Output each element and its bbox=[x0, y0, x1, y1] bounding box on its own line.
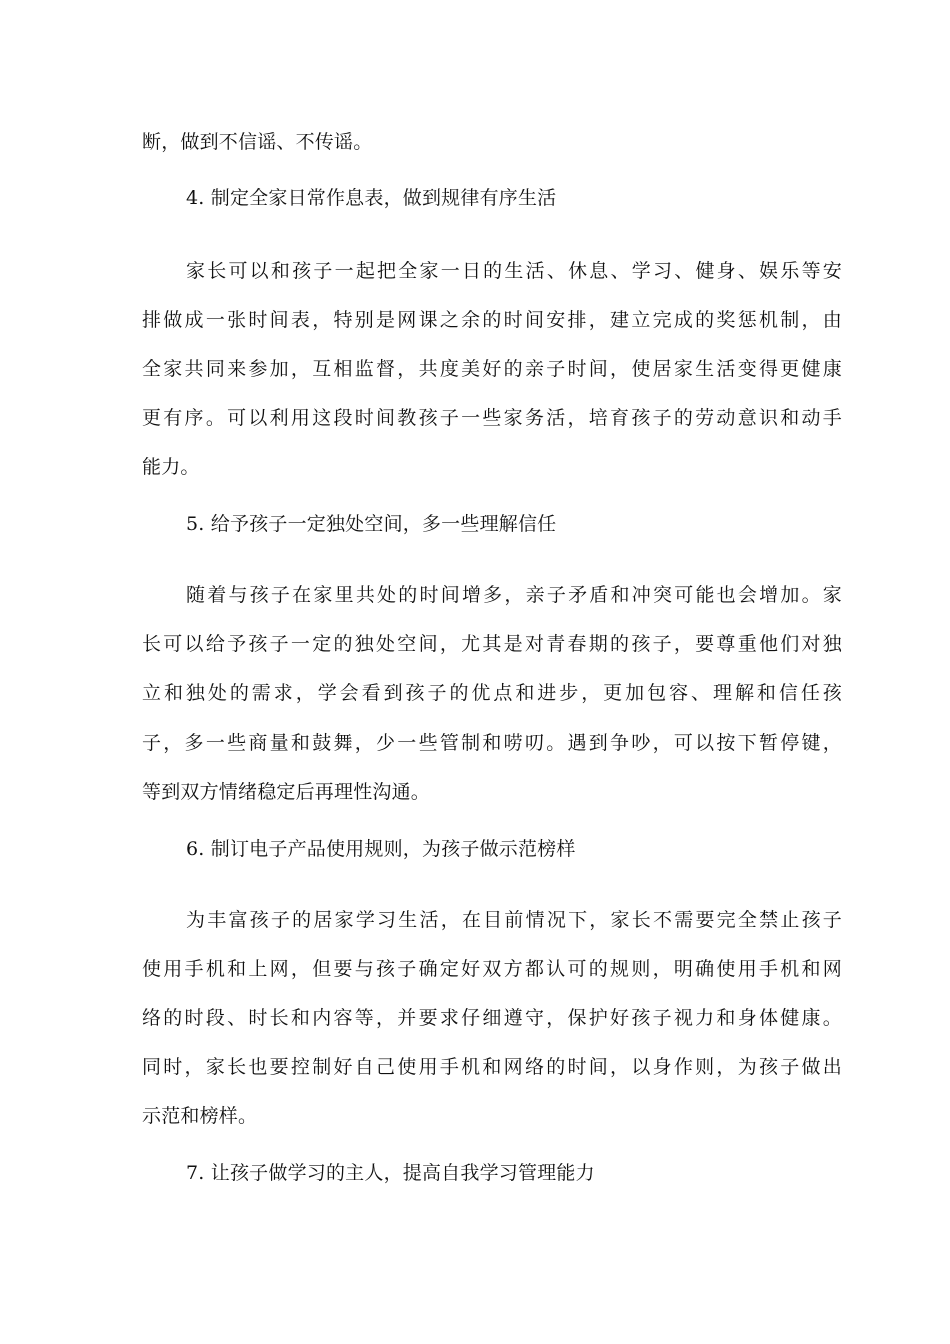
paragraph-line: 全家共同来参加，互相监督，共度美好的亲子时间，使居家生活变得更健康 bbox=[142, 358, 842, 380]
paragraph-line: 断，做到不信谣、不传谣。 bbox=[142, 131, 373, 153]
paragraph-line: 排做成一张时间表，特别是网课之余的时间安排，建立完成的奖惩机制，由 bbox=[142, 309, 842, 331]
section-heading-5: 5. 给予孩子一定独处空间，多一些理解信任 bbox=[186, 513, 557, 535]
paragraph-line: 使用手机和上网，但要与孩子确定好双方都认可的规则，明确使用手机和网 bbox=[142, 958, 842, 980]
paragraph-line: 家长可以和孩子一起把全家一日的生活、休息、学习、健身、娱乐等安 bbox=[186, 260, 842, 282]
paragraph-line: 为丰富孩子的居家学习生活，在目前情况下，家长不需要完全禁止孩子 bbox=[186, 909, 842, 931]
section-heading-4: 4. 制定全家日常作息表，做到规律有序生活 bbox=[186, 187, 557, 209]
paragraph-line: 络的时段、时长和内容等，并要求仔细遵守，保护好孩子视力和身体健康。 bbox=[142, 1007, 842, 1029]
section-heading-6: 6. 制订电子产品使用规则，为孩子做示范榜样 bbox=[186, 838, 576, 860]
paragraph-line: 立和独处的需求，学会看到孩子的优点和进步，更加包容、理解和信任孩 bbox=[142, 682, 842, 704]
paragraph-line: 更有序。可以利用这段时间教孩子一些家务活，培育孩子的劳动意识和动手 bbox=[142, 407, 842, 429]
paragraph-line: 等到双方情绪稳定后再理性沟通。 bbox=[142, 781, 431, 803]
paragraph-line: 子，多一些商量和鼓舞，少一些管制和唠叨。遇到争吵，可以按下暂停键， bbox=[142, 732, 842, 754]
section-heading-7: 7. 让孩子做学习的主人，提高自我学习管理能力 bbox=[186, 1162, 595, 1184]
paragraph-line: 能力。 bbox=[142, 456, 200, 478]
paragraph-line: 示范和榜样。 bbox=[142, 1105, 258, 1127]
paragraph-line: 随着与孩子在家里共处的时间增多，亲子矛盾和冲突可能也会增加。家 bbox=[186, 584, 842, 606]
paragraph-line: 同时，家长也要控制好自己使用手机和网络的时间，以身作则，为孩子做出 bbox=[142, 1056, 842, 1078]
paragraph-line: 长可以给予孩子一定的独处空间，尤其是对青春期的孩子，要尊重他们对独 bbox=[142, 633, 842, 655]
